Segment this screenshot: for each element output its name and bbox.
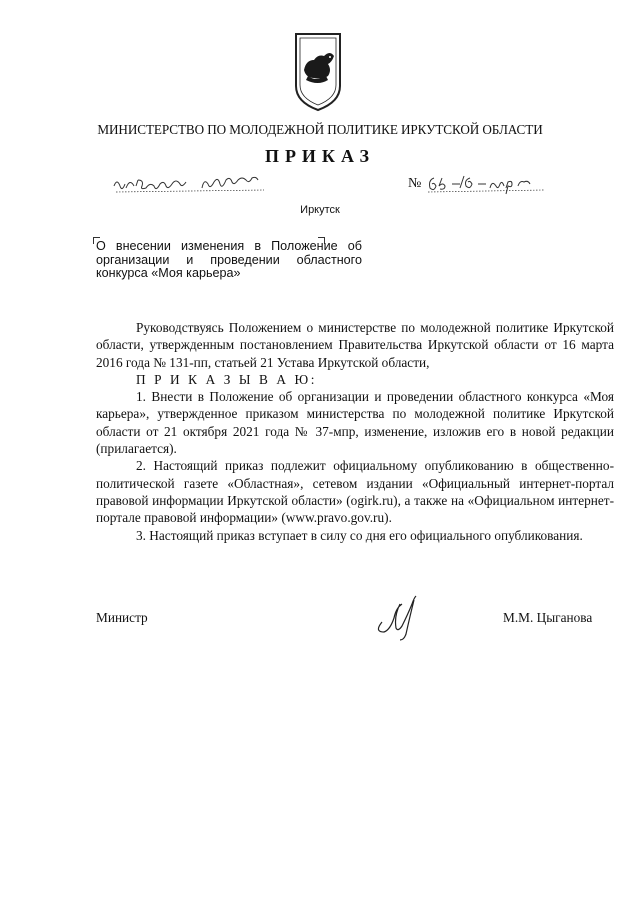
document-title: ПРИКАЗ — [264, 146, 376, 166]
handwritten-signature — [370, 592, 430, 642]
handwritten-number — [426, 170, 546, 196]
subject-line: конкурса «Моя карьера» — [96, 266, 241, 280]
number-label: № — [408, 176, 422, 191]
document-body — [96, 319, 614, 544]
subject-line: О внесении изменения в Положение об — [96, 239, 362, 253]
order-item: 2. Настоящий приказ подлежит официальному опубликованию в общественно-политической газете «Областная», сетевом издании «Официальный интернет-портал правовой информации Иркутской области» (ogirk.ru), а также на «Официальном интернет-портале правовой информации» (www.pravo.gov.ru). — [96, 458, 614, 526]
city: Иркутск — [300, 204, 340, 216]
signer-name: М.М. Цыганова — [503, 610, 593, 625]
handwritten-date — [112, 170, 272, 196]
order-item: 3. Настоящий приказ вступает в силу со дня его официального опубликования. — [136, 527, 583, 543]
signer-title: Министр — [96, 610, 148, 625]
subject-line: организации и проведении областного — [96, 252, 362, 267]
order-word: П Р И К А З Ы В А Ю: — [136, 371, 318, 387]
ministry-name: МИНИСТЕРСТВО ПО МОЛОДЕЖНОЙ ПОЛИТИКЕ ИРКУТСКОЙ ОБЛАСТИ — [97, 122, 543, 137]
order-item: 1. Внести в Положение об организации и проведении областного конкурса «Моя карьера», утвержденное приказом министерства по молодежной политике Иркутской области от 21 октября 2021 года № 37-мпр, изменение, изложив его в новой редакции (прилагается). — [96, 389, 614, 457]
document-subject — [96, 240, 362, 281]
preamble-paragraph: Руководствуясь Положением о министерстве по молодежной политике Иркутской области, утвержденным постановлением Правительства Иркутской области от 16 марта 2016 года № 131-пп, статьей 21 Устава Иркутской области, — [96, 320, 614, 370]
coat-of-arms-icon — [292, 30, 344, 112]
